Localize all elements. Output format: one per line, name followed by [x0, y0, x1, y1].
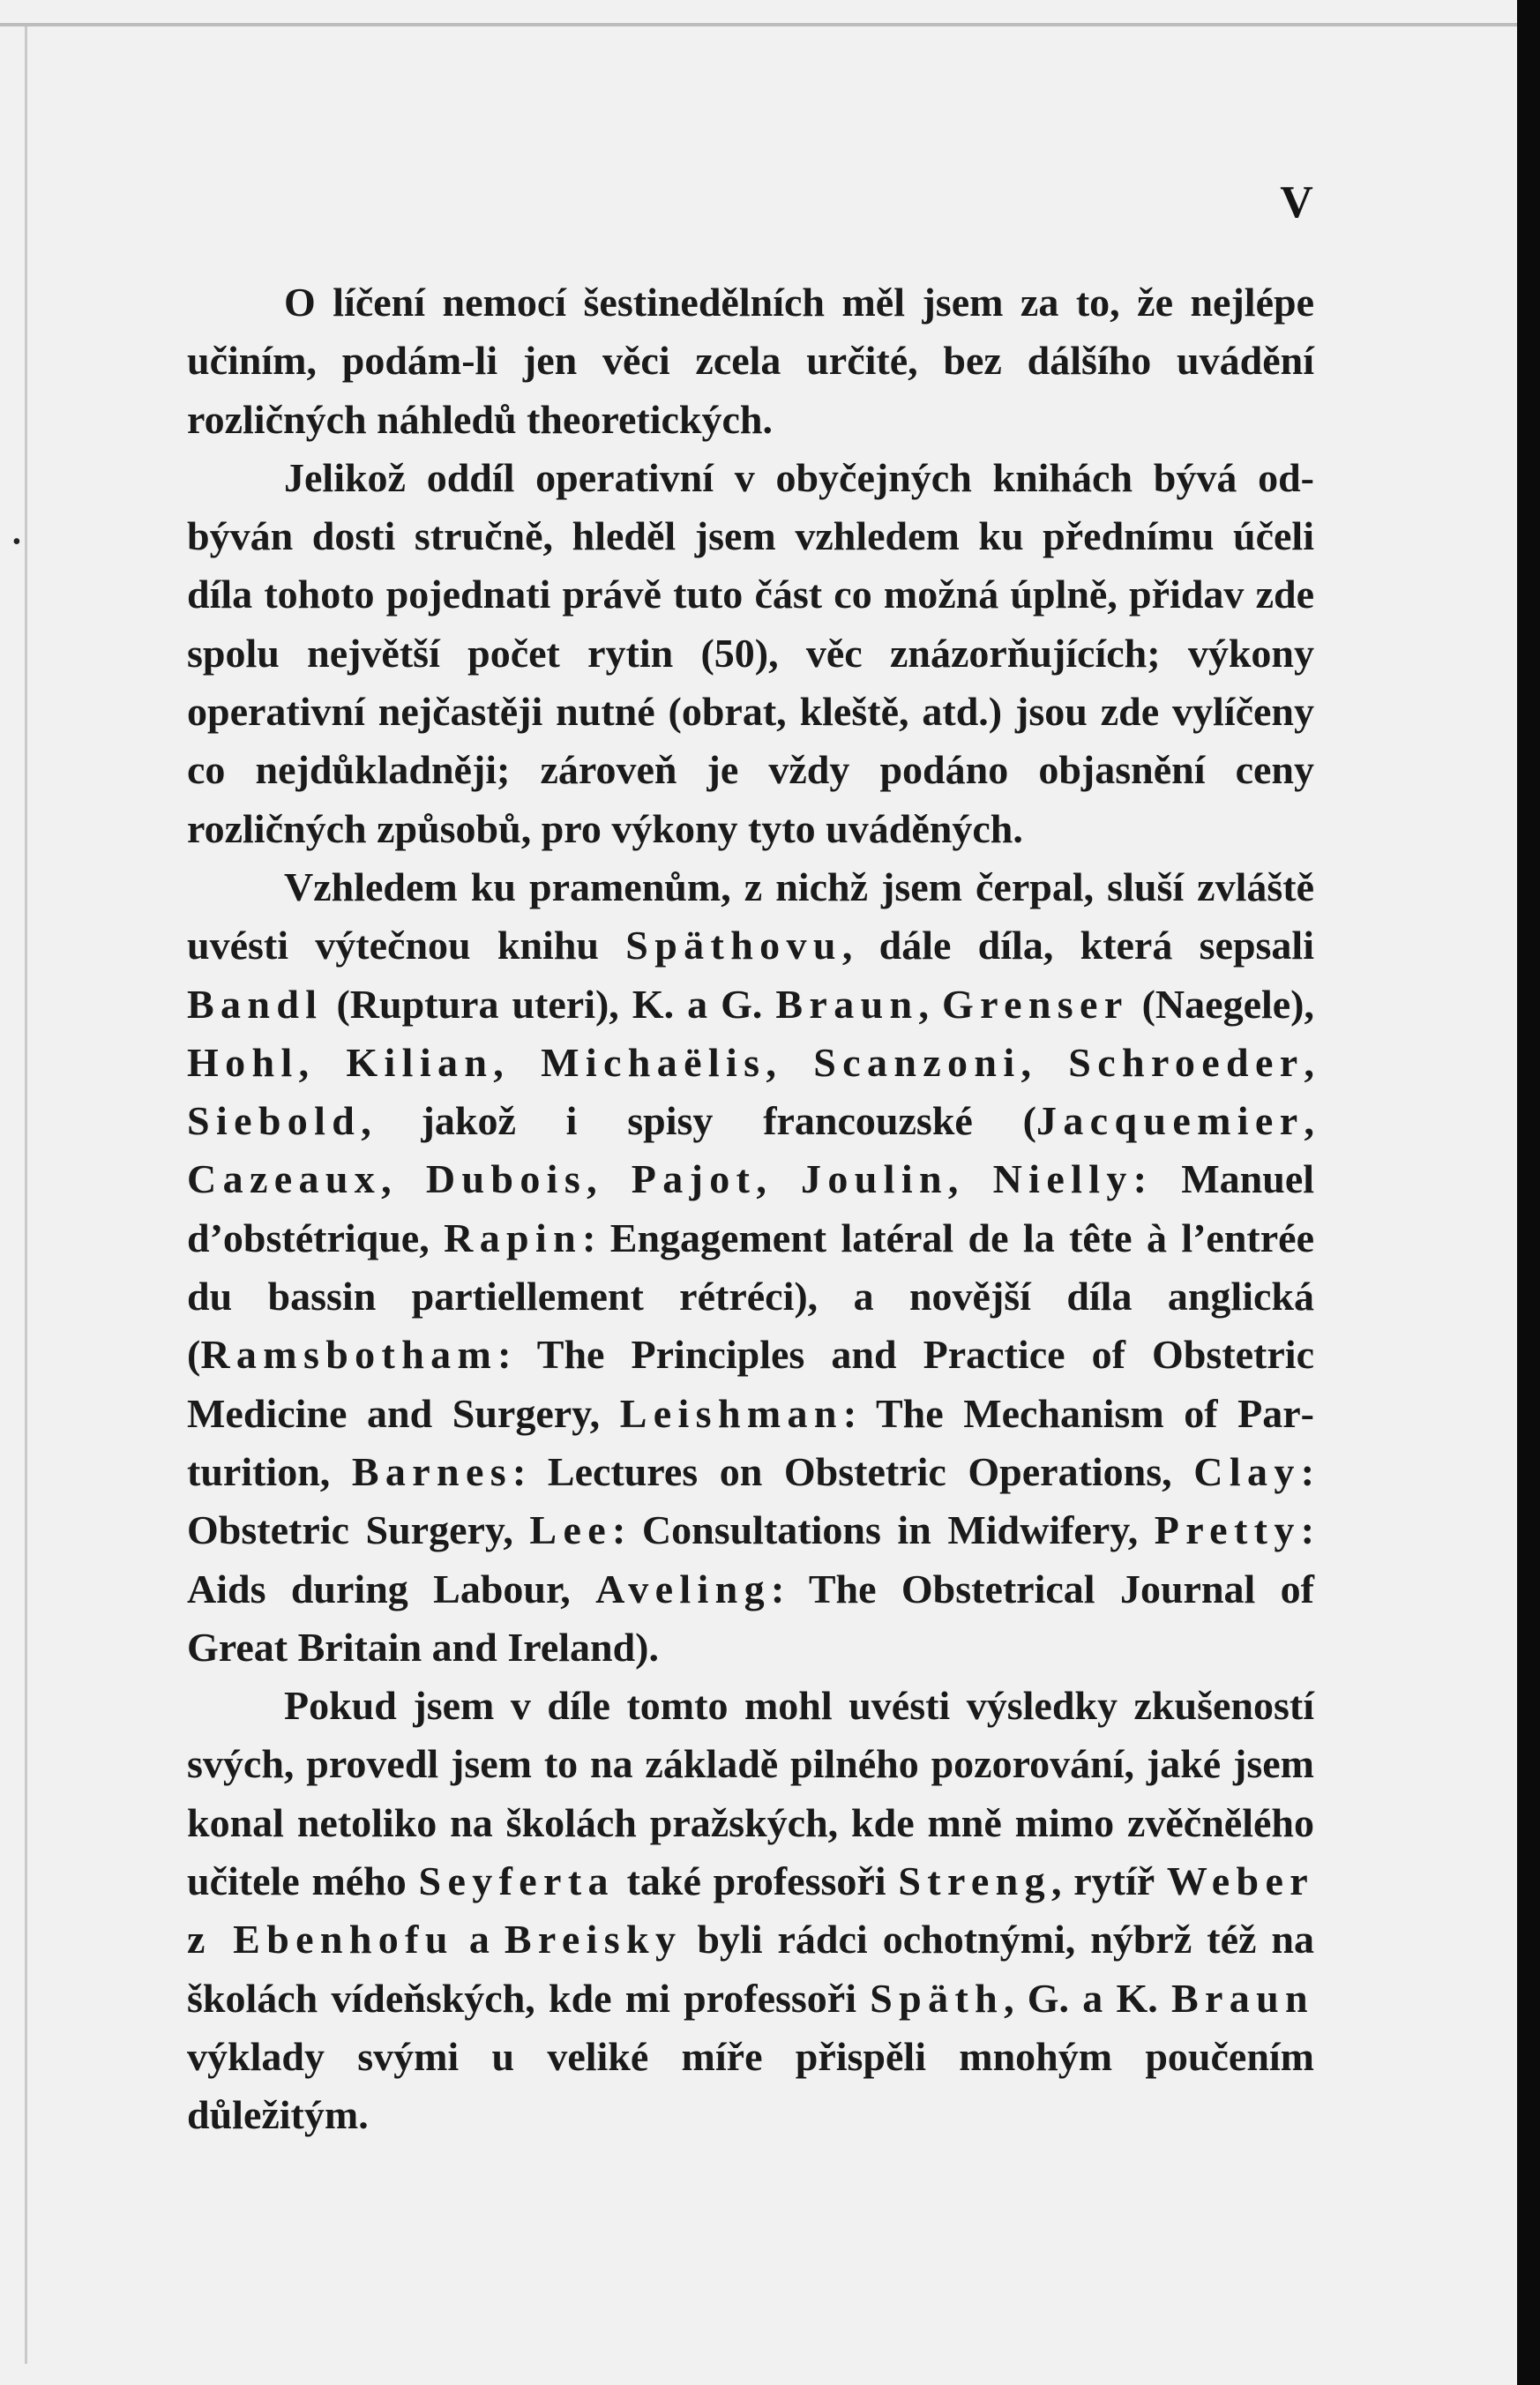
text-run: : Manuel d’obstétrique, — [187, 1156, 1315, 1260]
text-run: , rytíř — [1050, 1858, 1167, 1904]
spaced-name: Kilian — [346, 1039, 494, 1085]
text-run: , — [1020, 1039, 1069, 1085]
paragraph-4 — [187, 1677, 1314, 2144]
spaced-name: Pretty — [1154, 1507, 1301, 1553]
text-run: : Engagement latéral de la tête à l’entrée du bassin partiellement rétréci), a novější díla anglická ( — [187, 1215, 1314, 1378]
text-run: , — [766, 1039, 814, 1085]
text-run: a — [453, 1917, 505, 1963]
text-run: výklady svými u veliké míře přispěli mnohým poučením důležitým. — [187, 2033, 1314, 2138]
text-run: : The Principles and Practice of Obstetric Medicine and Surgery, — [187, 1332, 1314, 1436]
text-run: : Consultations in Midwifery, — [612, 1507, 1155, 1553]
spaced-name: Braun — [775, 981, 919, 1027]
paragraph-2 — [187, 449, 1314, 858]
spaced-name: Leishman — [619, 1390, 843, 1436]
text-run: , — [1304, 1098, 1314, 1144]
text-run: , dále díla, která sepsali — [841, 923, 1314, 968]
spaced-name: Clay — [1193, 1448, 1301, 1494]
spaced-name: Grenser — [941, 981, 1129, 1027]
text-run: také professoři — [614, 1858, 899, 1904]
spaced-name: Hohl — [187, 1039, 299, 1085]
spaced-name: Ramsbotham — [200, 1332, 498, 1378]
spaced-name: Rapin — [444, 1215, 583, 1260]
text-run: : Obstetric Surgery, — [187, 1448, 1315, 1553]
spaced-name: Siebold — [187, 1098, 362, 1144]
text-run: , jakož i spisy francouzské ( — [361, 1098, 1036, 1144]
scan-border-right — [1517, 0, 1540, 2385]
text-run: , G. a K. — [1004, 1975, 1171, 2021]
text-run: (Naegele), — [1128, 981, 1315, 1027]
spaced-name: Seyferta — [418, 1858, 615, 1904]
spaced-name: Späth — [870, 1975, 1005, 2021]
spaced-name: Breisky — [504, 1917, 683, 1963]
text-run: , — [1304, 1039, 1315, 1085]
text-run: Pokud jsem v díle tomto mohl uvésti výsledky zkušeností svých, provedl jsem to na základě pilného pozorování, jaké jsem konal netoliko na školách pražských, kde mně mimo zvěčnělého učitele mého — [187, 1683, 1314, 1904]
text-run: Vzhledem ku pramenům, z nichž jsem čerpal, sluší zvláště uvésti výtečnou knihu — [187, 864, 1314, 968]
spaced-name: Michaëlis — [541, 1039, 766, 1085]
preface-text — [187, 273, 1314, 2145]
text-run: (Ruptura uteri), K. a G. — [323, 981, 776, 1027]
text-run: : The Mechanism of Parturition, — [187, 1390, 1314, 1494]
text-run: : Aids during Labour, — [187, 1507, 1315, 1611]
spaced-name: Lee — [529, 1507, 613, 1553]
text-run: , — [587, 1156, 632, 1202]
text-run: , — [756, 1156, 802, 1202]
spaced-name: Braun — [1170, 1975, 1315, 2021]
text-run: , — [493, 1039, 542, 1085]
paragraph-3 — [187, 858, 1314, 1677]
spaced-name: Bandl — [187, 981, 324, 1027]
scan-left-edge — [25, 26, 27, 2364]
text-run: , — [381, 1156, 426, 1202]
text-run: O líčení nemocí šestinedělních měl jsem za to, že nejlépe učiním, podám-li jen věci zcela určité, bez dálšího uvádění rozličných náhledů theoretických. — [187, 280, 1314, 442]
spaced-name: Pajot — [631, 1156, 757, 1202]
text-run: Jelikož oddíl operativní v obyčejných knihách bývá odbýván dosti stručně, hleděl jsem vzhledem ku přednímu účeli díla tohoto pojednati právě tuto část co možná úplně, přidav zde spolu největší počet rytin (50), věc znázorňujících; výkony operativní nejčastěji nutné (obrat, kleště, atd.) jsou zde vylíčeny co nejdůkladněji; zároveň je vždy podáno objasnění ceny rozličných způsobů, pro výkony tyto uváděných. — [187, 454, 1314, 851]
text-run: byli rádci ochotnými, nýbrž též na školách vídeňských, kde mi professoři — [187, 1917, 1315, 2021]
spaced-name: Aveling — [595, 1566, 771, 1611]
spaced-name: Nielly — [992, 1156, 1133, 1202]
spaced-name: Scanzoni — [813, 1039, 1021, 1085]
text-run: , — [298, 1039, 347, 1085]
spaced-name: Späthovu — [625, 923, 842, 968]
spaced-name: Barnes — [351, 1448, 513, 1494]
text-run: : The Obstetrical Journal of Great Britain and Ireland). — [187, 1566, 1314, 1670]
spaced-name: Streng — [898, 1858, 1051, 1904]
spaced-name: Cazeaux — [187, 1156, 382, 1202]
page-number: V — [1280, 177, 1313, 228]
spaced-name: Schroeder — [1068, 1039, 1305, 1085]
spaced-name: Weber z Ebenhofu — [187, 1858, 1315, 1963]
text-run: : Lectures on Obstetric Operations, — [512, 1448, 1194, 1494]
text-run: , — [918, 981, 942, 1027]
scan-top-edge — [0, 23, 1517, 26]
text-run: , — [947, 1156, 993, 1202]
spaced-name: Joulin — [801, 1156, 948, 1202]
paragraph-1 — [187, 273, 1314, 449]
spaced-name: Dubois — [425, 1156, 587, 1202]
spaced-name: Jacquemier — [1035, 1098, 1305, 1144]
scan-margin-mark: • — [12, 528, 21, 556]
